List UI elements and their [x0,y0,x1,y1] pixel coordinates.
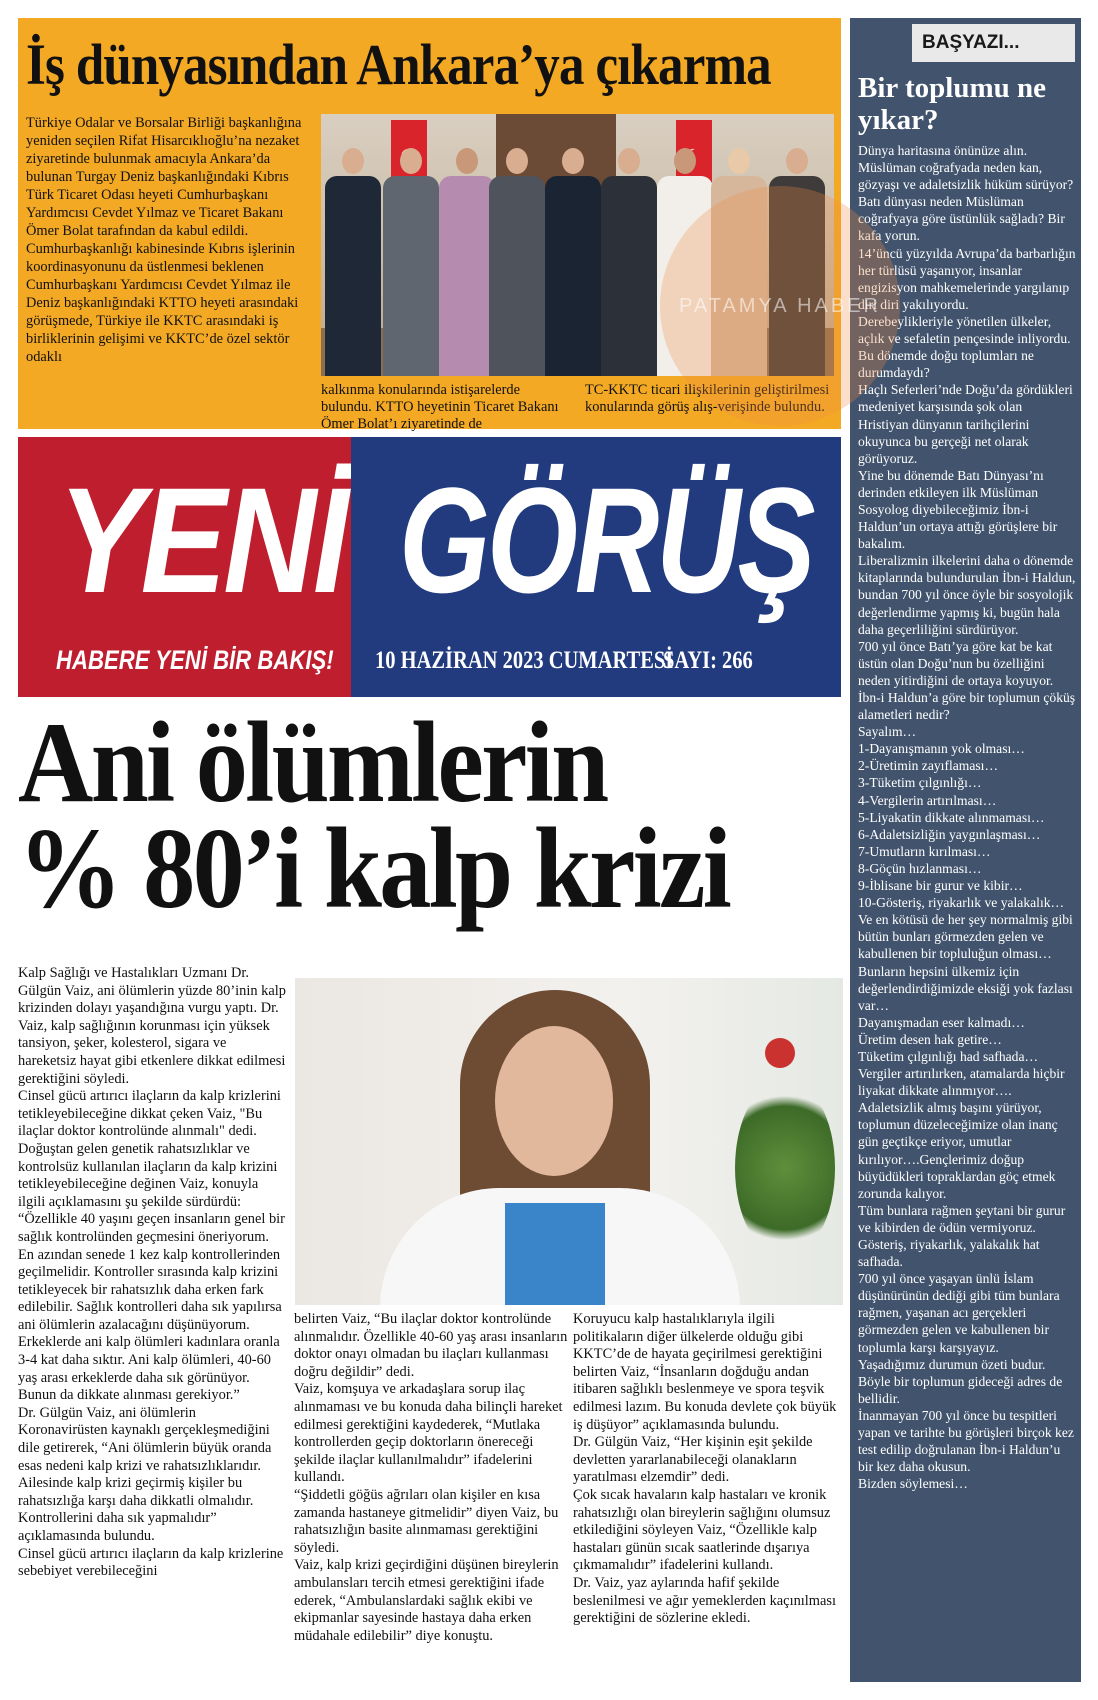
editorial-paragraph: İnanmayan 700 yıl önce bu tespitleri yapan ve tarihte bu görüşleri birçok kez test edilip doğrulanan İbn-i Haldun’u bir kez daha okusun. [858,1407,1074,1475]
editorial-paragraph: Derebeylikleriyle yönetilen ülkeler, açlık ve sefaletin pençesinde inliyordu. [858,313,1071,347]
masthead-red-panel [18,437,351,697]
main-story-column-1 [18,965,286,1581]
masthead-blue-panel [351,437,841,697]
top-story-headline: İş dünyasından Ankara’ya çıkarma [26,32,771,97]
photo-person [769,148,825,376]
watermark-logo: PATAMYA HABER [660,186,900,426]
photo-person [439,148,495,376]
photo-person [545,148,601,376]
top-story [18,18,841,432]
logo-word-yeni: YENİ [58,456,346,624]
photo-person [383,148,439,376]
editorial-paragraph: 10-Gösteriş, riyakarlık ve yalakalık… [858,895,1065,911]
logo-word-gorus: GÖRÜŞ [399,456,813,624]
main-story-column-3 [573,1311,841,1628]
editorial-paragraph: 14’üncü yüzyılda Avrupa’da barbarlığın her türlüsü yaşanıyor, insanlar engizisyon mahkemelerinde yargılanıp diri diri yakılıyordu. [858,245,1076,312]
photo-person [489,148,545,376]
paragraph: Kalp Sağlığı ve Hastalıkları Uzmanı Dr. Gülgün Vaiz, ani ölümlerin yüzde 80’inin kalp krizinden dolayı yaşandığına vurgu yaptı. Dr. Vaiz, kalp sağlığının korunması için yüksek tansiyon, şeker, kolesterol, sigara ve hareketsiz hayat gibi etkenlere dikkat edilmesi gerektiğini söyledi. [18,965,286,1087]
editorial-paragraph: 1-Dayanışmanın yok olması… [858,741,1025,757]
photo-face [495,1026,613,1176]
editorial-paragraph: 700 yıl önce yaşayan ünlü İslam düşünürünün dediği gibi tüm bunlara rağmen, yaşanan acı gerçekleri görmezden gelen ve kabullenen bir toplumla karşı karşıyayız. [858,1271,1060,1355]
editorial-paragraph: Haçlı Seferleri’nde Doğu’da gördükleri medeniyet karşısında şok olan Hristiyan dünyanın tarihçilerini okuyunca bu gerçeği net olarak görüyoruz. [858,382,1073,466]
photo-person [657,148,713,376]
paragraph: “Şiddetli göğüs ağrıları olan kişiler en kısa zamanda hastaneye gitmelidir” diyen Vaiz, bu rahatsızlığın basite alınmaması gerektiğini söyledi. [294,1486,559,1556]
issue-date: 10 HAZİRAN 2023 CUMARTESİ [375,647,674,674]
editorial-paragraph: Üretim desen hak getire… [858,1031,1002,1047]
editorial-body [858,142,1076,1492]
editorial-paragraph: Adaletsizlik almış başını yürüyor, toplumun düzeleceğimize olan inanç gün geçtikçe eriyor, umutlar kırılıyor….Gençlerimiz doğup büyüdükleri topraklardan göç etmek zorunda kalıyor. [858,1100,1058,1201]
photo-shirt [505,1203,605,1305]
paragraph: Dr. Gülgün Vaiz, “Her kişinin eşit şekilde devletten yararlanabileceği olanakların yaratılması elzemdir” dedi. [573,1434,813,1486]
editorial-paragraph: Ve en kötüsü de her şey normalmiş gibi bütün bunları görmezden gelen ve kabullenen bir topluluğun olması… [858,912,1073,962]
masthead-slogan: HABERE YENİ BİR BAKIŞ! [56,645,334,675]
photo-person [711,148,767,376]
editorial-paragraph: İbn-i Haldun’a göre bir toplumun çöküş alametleri nedir? [858,690,1076,723]
paragraph: “Özellikle 40 yaşını geçen insanların genel bir sağlık kontrolünden geçmesini öneriyorum. En azından senede 1 kez kalp kontrollerinden geçilmelidir. Kontroller sırasında kalp krizini tetikleyecek bir rahatsızlık daha erken fark edilebilir. Sağlık kontrolleri daha sık yapılırsa ani ölümlerin azalacağını düşünüyorum. Erkeklerde ani kalp ölümleri kadınlara oranla 3-4 kat daha sıktır. Ani kalp ölümleri, 40-60 yaş arası erkeklerde daha sık görünüyor. Bunun da dikkate alınması gerekiyor.” [18,1211,285,1404]
editorial-paragraph: Tüketim çılgınlığı had safhada… [858,1048,1039,1064]
editorial-tag: BAŞYAZI... [912,24,1075,62]
editorial-paragraph: Bizden söylemesi… [858,1476,968,1492]
paragraph: Vaiz, komşuya ve arkadaşlara sorup ilaç alınmaması ve bu konuda daha bilinçli hareket edilmesi gerektiğini kaydederek, “Mutlaka kontrollerden geçip doktorların önereceği şekilde ilaçlar kullanılmalıdır” ifadelerini kullandı. [294,1381,563,1486]
editorial-paragraph: 5-Liyakatin dikkate alınmaması… [858,809,1045,825]
editorial-paragraph: Vergiler artırılırken, atamalarda hiçbir liyakat dikkate alınmıyor…. [858,1066,1065,1099]
editorial-paragraph: Yine bu dönemde Batı Dünyası’nı derinden etkileyen ilk Müslüman Sosyolog diyebileceğimiz İbn-i Haldun’un ortaya attığı görüşlere bir bakalım. [858,467,1058,552]
paragraph: belirten Vaiz, “Bu ilaçlar doktor kontrolünde alınmalıdır. Özellikle 40-60 yaş arası insanların doktor onayı olmadan bu ilaçları kullanması doğru değildir” dedi. [294,1311,568,1380]
editorial-paragraph: 6-Adaletsizliğin yaygınlaşması… [858,826,1041,842]
main-headline-line-1: Ani ölümlerin [18,699,607,827]
paragraph: Çok sıcak havaların kalp hastaları ve kronik rahatsızlığı olan bireylerin sağlığını olumsuz etkilediğini söyleyen Vaiz, “Özellikle kalp hastaları günün sıcak saatlerinde dışarıya çıkmamalıdır” ifadelerini kullandı. [573,1486,831,1574]
editorial-paragraph: 4-Vergilerin artırılması… [858,792,997,808]
photo-plant [735,1078,835,1258]
paragraph: Dr. Gülgün Vaiz, ani ölümlerin Koronavirüsten kaynaklı gerçekleşmediğini dile getirerek, “Ani ölümlerin büyük oranda esas nedeni kalp krizi ve rahatsızlıklarıdır. Ailesinde kalp krizi geçirmiş kişiler bu rahatsızlığa karşı daha dikkatli olmalıdır. Kontrollerini daha sık yapmalıdır” açıklamasında bulundu. [18,1404,272,1544]
editorial-paragraph: Tüm bunlara rağmen şeytani bir gurur ve kibirden de ödün vermiyoruz. Gösteriş, riyakarlık, yalakalık hat safhada. [858,1202,1066,1270]
editorial-paragraph: 700 yıl önce Batı’ya göre kat be kat üstün olan Doğu’nun bu özelliğini neden yitirdiğini de ortaya koyuyor. [858,638,1054,688]
paragraph: Cinsel gücü artırıcı ilaçların da kalp krizlerine sebebiyet verebileceğini [18,1545,284,1580]
photo-flower [765,1038,795,1068]
editorial-paragraph: 7-Umutların kırılması… [858,843,991,859]
editorial-sidebar [850,18,1081,1682]
main-story-column-2 [294,1311,568,1645]
editorial-paragraph: 3-Tüketim çılgınlığı… [858,775,982,791]
editorial-title: Bir toplumu ne yıkar? [858,72,1047,136]
editorial-paragraph: Dünya haritasına önünüze alın. Müslüman coğrafyada neden kan, gözyaşı ve adaletsizlik hüküm sürüyor? Batı dünyası neden Müslüman coğrafyaya göre üstünlük sağladı? Bir kafa yorun. [858,143,1074,244]
main-headline-line-2: % 80’i kalp krizi [18,805,730,933]
top-story-column-2: kalkınma konularında istişarelerde bulundu. KTTO heyetinin Ticaret Bakanı Ömer Bolat’ı ziyaretinde de [321,382,559,432]
editorial-paragraph: Dayanışmadan eser kalmadı… [858,1014,1025,1030]
photo-person [325,148,381,376]
issue-number: SAYI: 266 [663,647,753,674]
paragraph: Dr. Vaiz, yaz aylarında hafif şekilde beslenilmesi ve ağır yemeklerden kaçınılması gerektiğini de sözlerine ekledi. [573,1574,836,1627]
top-story-column-3: TC-KKTC ticari ilişkilerinin geliştirilmesi konularında görüş alış-verişinde bulundu. [585,382,830,415]
editorial-paragraph: Liberalizmin ilkelerini daha o dönemde kitaplarında bulundurulan İbn-i Haldun, bundan 700 yıl önce öyle bir sosyolojik değerlendirme yapmış ki, bugün hala daha geçerliliğini sürdürüyor. [858,553,1076,637]
top-story-column-1: Türkiye Odalar ve Borsalar Birliği başkanlığına yeniden seçilen Rifat Hisarcıklıoğlu’na nezaket ziyaretinde bulunmak amacıyla Ankara’da bulunan Turgay Deniz başkanlığındaki Kıbrıs Türk Ticaret Odası heyeti Cumhurbaşkanı Yardımcısı Cevdet Yılmaz ve Ticaret Bakanı Ömer Bolat tarafından da kabul edildi. Cumhurbaşkanlığı kabinesinde Kıbrıs işlerinin koordinasyonunu da üstlenmesi beklenen Cumhurbaşkanı Yardımcısı Cevdet Yılmaz ile Deniz başkanlığındaki KTTO heyeti arasındaki görüşmede, Türkiye ile KKTC arasındaki iş birliklerinin gelişimi ve KKTC’de özel sektör odaklı [26,115,302,365]
paragraph: Doğuştan gelen genetik rahatsızlıklar ve kontrolsüz kullanılan ilaçların da kalp krizini tetikleyebileceğine değinen Vaiz, konuyla ilgili açıklamasını şu şekilde sürdürdü: [18,1140,278,1210]
paragraph: Koruyucu kalp hastalıklarıyla ilgili politikaların diğer ülkelerde olduğu gibi KKTC’de de hayata geçirilmesi gerektiğini belirten Vaiz, “İnsanların doğduğu andan itibaren sağlıklı beslenmeye ve spora teşvik edilmesi lazım. Bu konuda devlete çok büyük iş düşüyor” açıklamasında bulundu. [573,1311,837,1433]
editorial-paragraph: Sayalım… [858,724,917,740]
photo-person [601,148,657,376]
editorial-paragraph: Yaşadığımız durumun özeti budur. [858,1356,1046,1372]
delegation-photo [321,114,834,376]
doctor-photo [295,978,843,1305]
editorial-paragraph: Bu dönemde doğu toplumları ne durumdaydı? [858,348,1034,381]
paragraph: Vaiz, kalp krizi geçirdiğini düşünen bireylerin ambulansları tercih etmesi gerektiğini ifade ederek, “Ambulanslardaki sağlık ekibi ve ekipmanlar sayesinde hastaya daha erken müdahale edilebilir” diye konuştu. [294,1557,559,1644]
editorial-paragraph: 2-Üretimin zayıflaması… [858,758,999,774]
editorial-paragraph: Böyle bir toplumun gideceği adres de bellidir. [858,1373,1063,1406]
editorial-paragraph: Bunların hepsini ülkemiz için değerlendirdiğimizde eksiği yok fazlası var… [858,963,1073,1013]
editorial-paragraph: 8-Göçün hızlanması… [858,860,982,876]
paragraph: Cinsel gücü artırıcı ilaçların da kalp krizlerini tetikleyebileceğine dikkat çeken Vaiz, "Bu ilaçlar doktor kontrolünde alınmalı" dedi. [18,1088,281,1140]
editorial-paragraph: 9-İblisane bir gurur ve kibir… [858,878,1023,894]
